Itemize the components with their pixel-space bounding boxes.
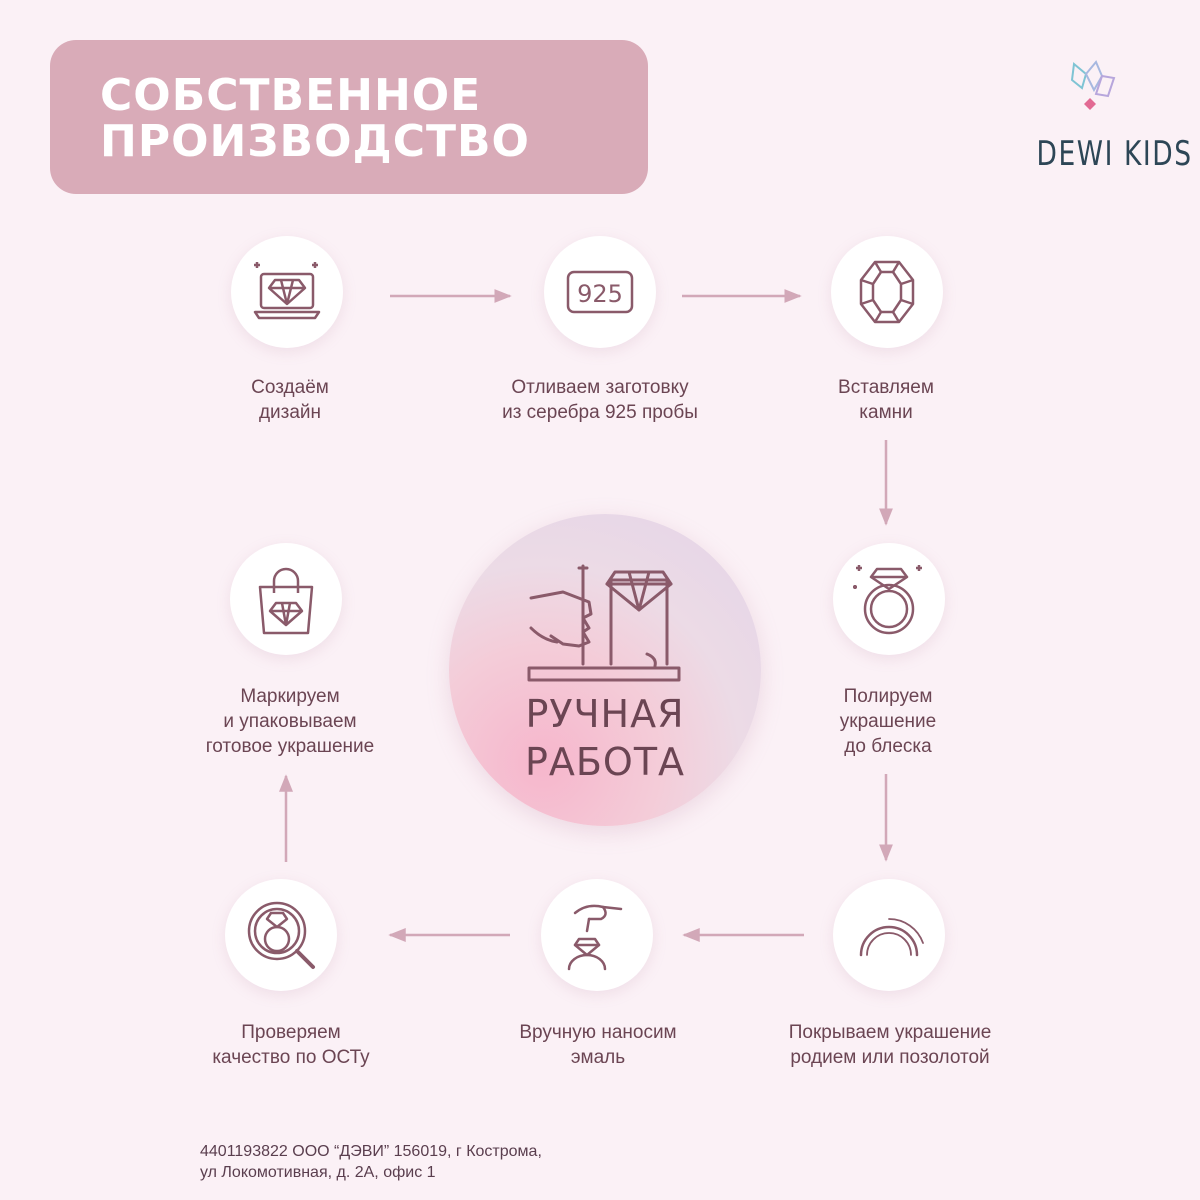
- shopping-bag-icon: [246, 559, 326, 639]
- page-title-line2: ПРОИЗВОДСТВО: [100, 116, 530, 167]
- center-handmade-circle: [449, 514, 761, 826]
- center-title-line1: РУЧНАЯ: [525, 692, 685, 736]
- plating-arc-icon: [849, 895, 929, 975]
- company-address: 4401193822 ООО “ДЭВИ” 156019, г Кострома, ул Локомотивная, д. 2А, офис 1: [200, 1143, 542, 1181]
- gemstone-icon: [847, 252, 927, 332]
- ring-sparkle-icon: [849, 559, 929, 639]
- step-6-circle: [541, 879, 653, 991]
- hand-enamel-icon: [557, 895, 637, 975]
- handcraft-icon: [523, 558, 683, 688]
- page-title-line1: СОБСТВЕННОЕ: [100, 70, 482, 121]
- logo-text: DEWI KIDS: [1036, 134, 1193, 174]
- step-3-label: Вставляем камни: [838, 377, 934, 423]
- step-2-label: Отливаем заготовку из серебра 925 пробы: [502, 377, 698, 423]
- step-1-label: Создаём дизайн: [251, 377, 329, 423]
- step-7-circle: [225, 879, 337, 991]
- step-8-label: Маркируем и упаковываем готовое украшение: [205, 686, 375, 757]
- step-2-circle: [544, 236, 656, 348]
- step-4-circle: [833, 543, 945, 655]
- silver-925-icon: [560, 252, 640, 332]
- step-5-circle: [833, 879, 945, 991]
- step-1-circle: [231, 236, 343, 348]
- laptop-diamond-icon: [247, 252, 327, 332]
- center-title-line2: РАБОТА: [524, 740, 686, 784]
- crystal-logo-icon: [1068, 60, 1118, 118]
- dewi-kids-logo: [1020, 60, 1193, 180]
- magnifier-ring-icon: [241, 895, 321, 975]
- badge-925-text: 925: [577, 280, 623, 308]
- step-7-label: Проверяем качество по ОСТу: [212, 1022, 370, 1068]
- header-banner: [50, 40, 648, 194]
- step-6-label: Вручную наносим эмаль: [519, 1022, 677, 1068]
- step-8-circle: [230, 543, 342, 655]
- step-5-label: Покрываем украшение родием или позолотой: [788, 1022, 992, 1068]
- step-3-circle: [831, 236, 943, 348]
- step-4-label: Полируем украшение до блеска: [839, 686, 937, 757]
